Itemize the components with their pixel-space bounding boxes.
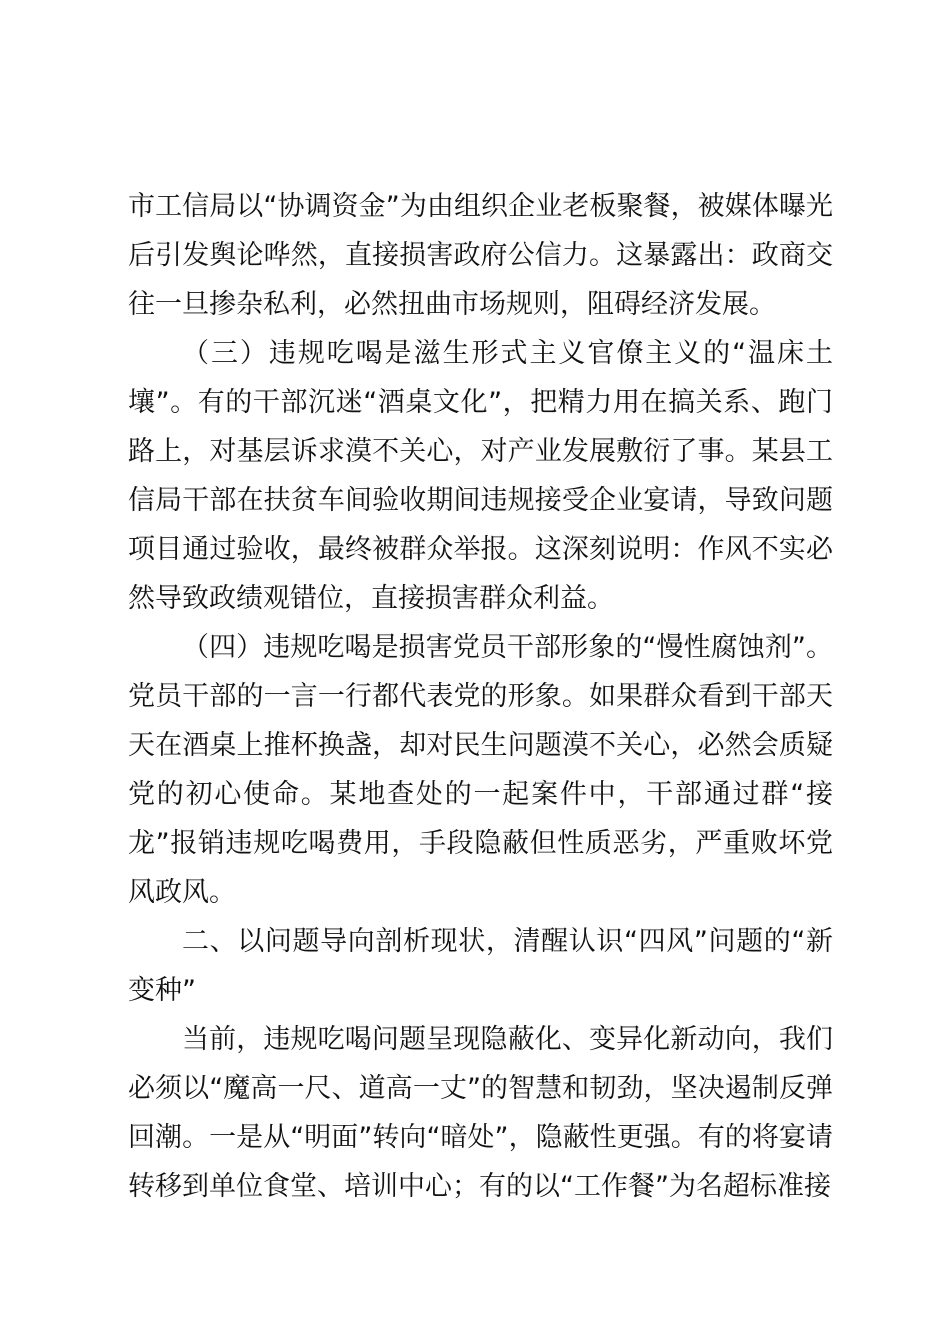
- paragraph-current-situation: 当前，违规吃喝问题呈现隐蔽化、变异化新动向，我们必须以“魔高一尺、道高一丈”的智慧和韧劲，坚决遏制反弹回潮。一是从“明面”转向“暗处”，隐蔽性更强。有的将宴请转移到单位食堂、培训中心；有的以“工作餐”为名超标准接: [128, 1024, 833, 1202]
- paragraph-continuation: 市工信局以“协调资金”为由组织企业老板聚餐，被媒体曝光后引发舆论哗然，直接损害政府公信力。这暴露出：政商交往一旦掺杂私利，必然扭曲市场规则，阻碍经济发展。: [128, 191, 833, 320]
- paragraph-section-four: （四）违规吃喝是损害党员干部形象的“慢性腐蚀剂”。党员干部的一言一行都代表党的形象。如果群众看到干部天天在酒桌上推杯换盏，却对民生问题漠不关心，必然会质疑党的初心使命。某地查处的一起案件中，干部通过群“接龙”报销违规吃喝费用，手段隐蔽但性质恶劣，严重败坏党风政风。: [128, 632, 833, 908]
- paragraph-section-three: （三）违规吃喝是滋生形式主义官僚主义的“温床土壤”。有的干部沉迷“酒桌文化”，把精力用在搞关系、跑门路上，对基层诉求漠不关心，对产业发展敷衍了事。某县工信局干部在扶贫车间验收期间违规接受企业宴请，导致问题项目通过验收，最终被群众举报。这深刻说明：作风不实必然导致政绩观错位，直接损害群众利益。: [128, 338, 833, 614]
- document-body: [128, 182, 833, 1211]
- section-heading-two: 二、以问题导向剖析现状，清醒认识“四风”问题的“新变种”: [128, 926, 833, 1006]
